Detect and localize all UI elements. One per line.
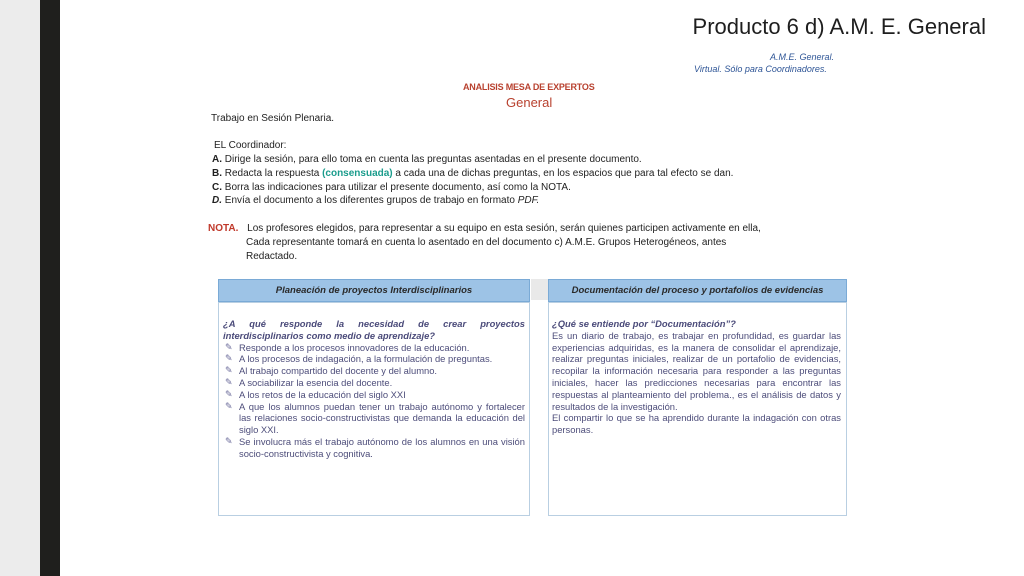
item-b-letter: B.: [212, 168, 222, 179]
right-paragraph-2: El compartir lo que se ha aprendido durante la indagación con otras personas.: [552, 412, 841, 436]
item-b-text1: Redacta la respuesta: [222, 168, 323, 179]
left-bullet-text: Responde a los procesos innovadores de la educación.: [239, 341, 470, 353]
left-bullet-item: [223, 389, 525, 401]
right-paragraph-1: Es un diario de trabajo, es trabajar en profundidad, es guardar las experiencias adquiridas, es la manera de consolidar el aprendizaje, realizar preguntas iniciales, realizar de un portafolio de evidencias, recopilar la información necesaria para responder a las preguntas iniciales, hacer las predicciones necesarias para encontrar las respuestas al planteamiento del problema., es el análisis de datos y resultados de la investigación.: [552, 329, 841, 412]
column-divider: [531, 279, 548, 300]
item-a-letter: A.: [212, 154, 222, 165]
item-d: [212, 195, 539, 206]
section-subheading: General: [506, 95, 553, 110]
item-b-text2: a cada una de dichas preguntas, en los espacios que para tal efecto se dan.: [392, 168, 734, 179]
section-heading: ANALISIS MESA DE EXPERTOS: [463, 82, 595, 92]
left-bullet-text: Al trabajo compartido del docente y del alumno.: [239, 365, 438, 377]
subtitle-virtual: Virtual. Sólo para Coordinadores.: [694, 64, 827, 74]
left-bullet-item: [223, 365, 525, 377]
pen-icon: ✎: [225, 376, 233, 387]
left-bullet-item: [223, 436, 525, 460]
nota-text1: Los profesores elegidos, para representar a su equipo en esta sesión, serán quienes participen activamente en ella,: [247, 223, 761, 234]
item-b-highlight: (consensuada): [322, 168, 393, 179]
right-question: ¿Qué se entiende por “Documentación”?: [552, 318, 736, 329]
nota-label: NOTA.: [208, 223, 239, 234]
item-a-text: Dirige la sesión, para ello toma en cuenta las preguntas asentadas en el presente documento.: [222, 154, 642, 165]
left-bullet-item: [223, 377, 525, 389]
page-title: Producto 6 d) A.M. E. General: [692, 14, 986, 39]
left-bullet-text: A sociabilizar la esencia del docente.: [239, 376, 393, 388]
left-bullet-item: [223, 353, 525, 365]
item-c-letter: C.: [212, 182, 222, 193]
trabajo-line: Trabajo en Sesión Plenaria.: [211, 113, 335, 124]
left-bullet-text: A los retos de la educación del siglo XXI: [239, 388, 406, 400]
left-bullet-text: A los procesos de indagación, a la formulación de preguntas.: [239, 353, 493, 365]
pen-icon: ✎: [225, 341, 233, 352]
left-column-header: Planeación de proyectos Interdisciplinarios: [218, 279, 530, 302]
left-bullet-list: [223, 342, 525, 460]
item-d-pdf: PDF.: [517, 195, 540, 206]
subtitle-general: A.M.E. General.: [770, 52, 835, 62]
pen-icon: ✎: [225, 388, 233, 399]
right-column-header: Documentación del proceso y portafolios de evidencias: [548, 279, 847, 302]
left-sidebar-bar: [40, 0, 60, 576]
left-bullet-text: A que los alumnos puedan tener un trabajo autónomo y fortalecer las relaciones socio-constructivistas que demanda la educación del siglo XXI.: [239, 400, 525, 436]
pen-icon: ✎: [225, 365, 233, 376]
nota-line1: [208, 223, 761, 234]
coordinador-line: EL Coordinador:: [214, 140, 287, 151]
pen-icon: ✎: [225, 400, 233, 411]
item-c: [212, 182, 571, 193]
left-question: ¿A qué responde la necesidad de crear proyectos interdisciplinarios como medio de aprendizaje?: [223, 318, 525, 341]
item-d-letter: D.: [212, 195, 222, 206]
item-c-text: Borra las indicaciones para utilizar el presente documento, así como la NOTA.: [222, 182, 571, 193]
nota-line3: Redactado.: [246, 251, 298, 262]
left-column-content: [223, 318, 525, 460]
pen-icon: ✎: [225, 435, 233, 446]
left-bullet-item: [223, 401, 525, 436]
left-bullet-item: [223, 342, 525, 354]
nota-line2: Cada representante tomará en cuenta lo asentado en del documento c) A.M.E. Grupos Heterogéneos, antes: [246, 237, 727, 248]
right-column-content: [552, 318, 841, 436]
left-bullet-text: Se involucra más el trabajo autónomo de los alumnos en una visión socio-constructivista y cognitiva.: [239, 435, 525, 459]
pen-icon: ✎: [225, 353, 233, 364]
item-d-text: Envía el documento a los diferentes grupos de trabajo en formato: [222, 195, 518, 206]
item-b: [212, 168, 733, 179]
item-a: [212, 154, 642, 165]
